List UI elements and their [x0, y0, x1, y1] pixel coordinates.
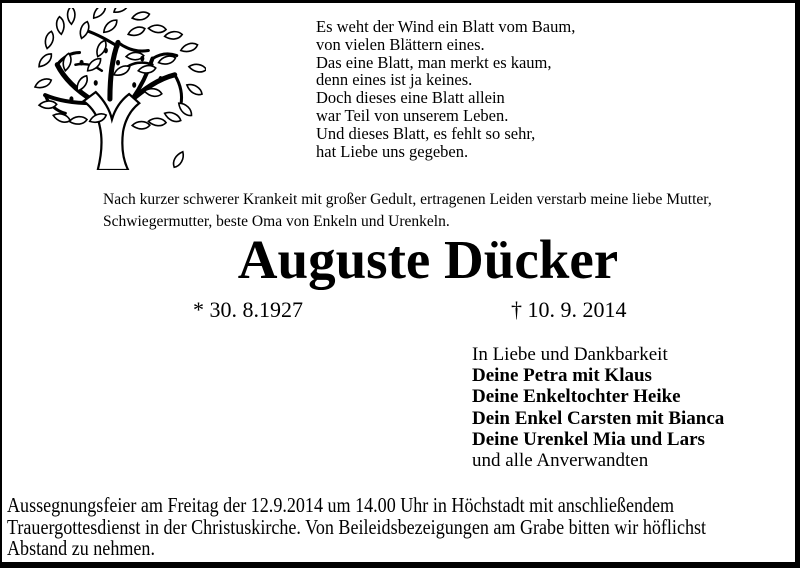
poem-line: Das eine Blatt, man merkt es kaum,	[316, 52, 552, 72]
poem-line: war Teil von unserem Leben.	[316, 105, 509, 125]
poem-line: denn eines ist ja keines.	[316, 70, 473, 90]
announcement-line: Schwiegermutter, beste Oma von Enkeln und Urenkeln.	[103, 212, 450, 230]
mourners-line: Deine Urenkel Mia und Lars	[472, 428, 705, 450]
poem-line: von vielen Blättern eines.	[316, 34, 485, 54]
poem-line: hat Liebe uns gegeben.	[316, 141, 469, 161]
funeral-info-line: Abstand zu nehmen.	[7, 536, 155, 560]
deceased-name: Auguste Dücker	[237, 229, 619, 290]
mourners-line: In Liebe und Dankbarkeit	[472, 344, 668, 365]
announcement-line: Nach kurzer schwerer Krankeit mit großer Gedult, ertragenen Leiden verstarb meine liebe Mutter,	[103, 191, 712, 208]
mourners-line: Dein Enkel Carsten mit Bianca	[472, 407, 725, 429]
mourners-list	[472, 344, 724, 471]
mourners-line: Deine Enkeltochter Heike	[472, 386, 681, 408]
memorial-poem	[316, 18, 575, 160]
poem-line: Und dieses Blatt, es fehlt so sehr,	[316, 123, 536, 143]
mourners-line: Deine Petra mit Klaus	[472, 365, 652, 387]
tree-icon	[28, 8, 206, 170]
funeral-info-line: Aussegnungsfeier am Freitag der 12.9.2014 um 14.00 Uhr in Höchstadt mit anschließendem	[7, 493, 675, 517]
death-date: † 10. 9. 2014	[511, 297, 627, 322]
announcement-text	[103, 189, 712, 232]
funeral-info	[7, 495, 706, 560]
funeral-info-line: Trauergottesdienst in der Christuskirche. Von Beileidsbezeigungen am Grabe bitten wir höflichst	[7, 514, 707, 539]
poem-line: Doch dieses eine Blatt allein	[316, 88, 505, 108]
falling-leaf-icon	[170, 152, 188, 168]
birth-date: * 30. 8.1927	[193, 297, 303, 322]
poem-line: Es weht der Wind ein Blatt vom Baum,	[316, 17, 576, 36]
mourners-line: und alle Anverwandten	[472, 450, 649, 472]
